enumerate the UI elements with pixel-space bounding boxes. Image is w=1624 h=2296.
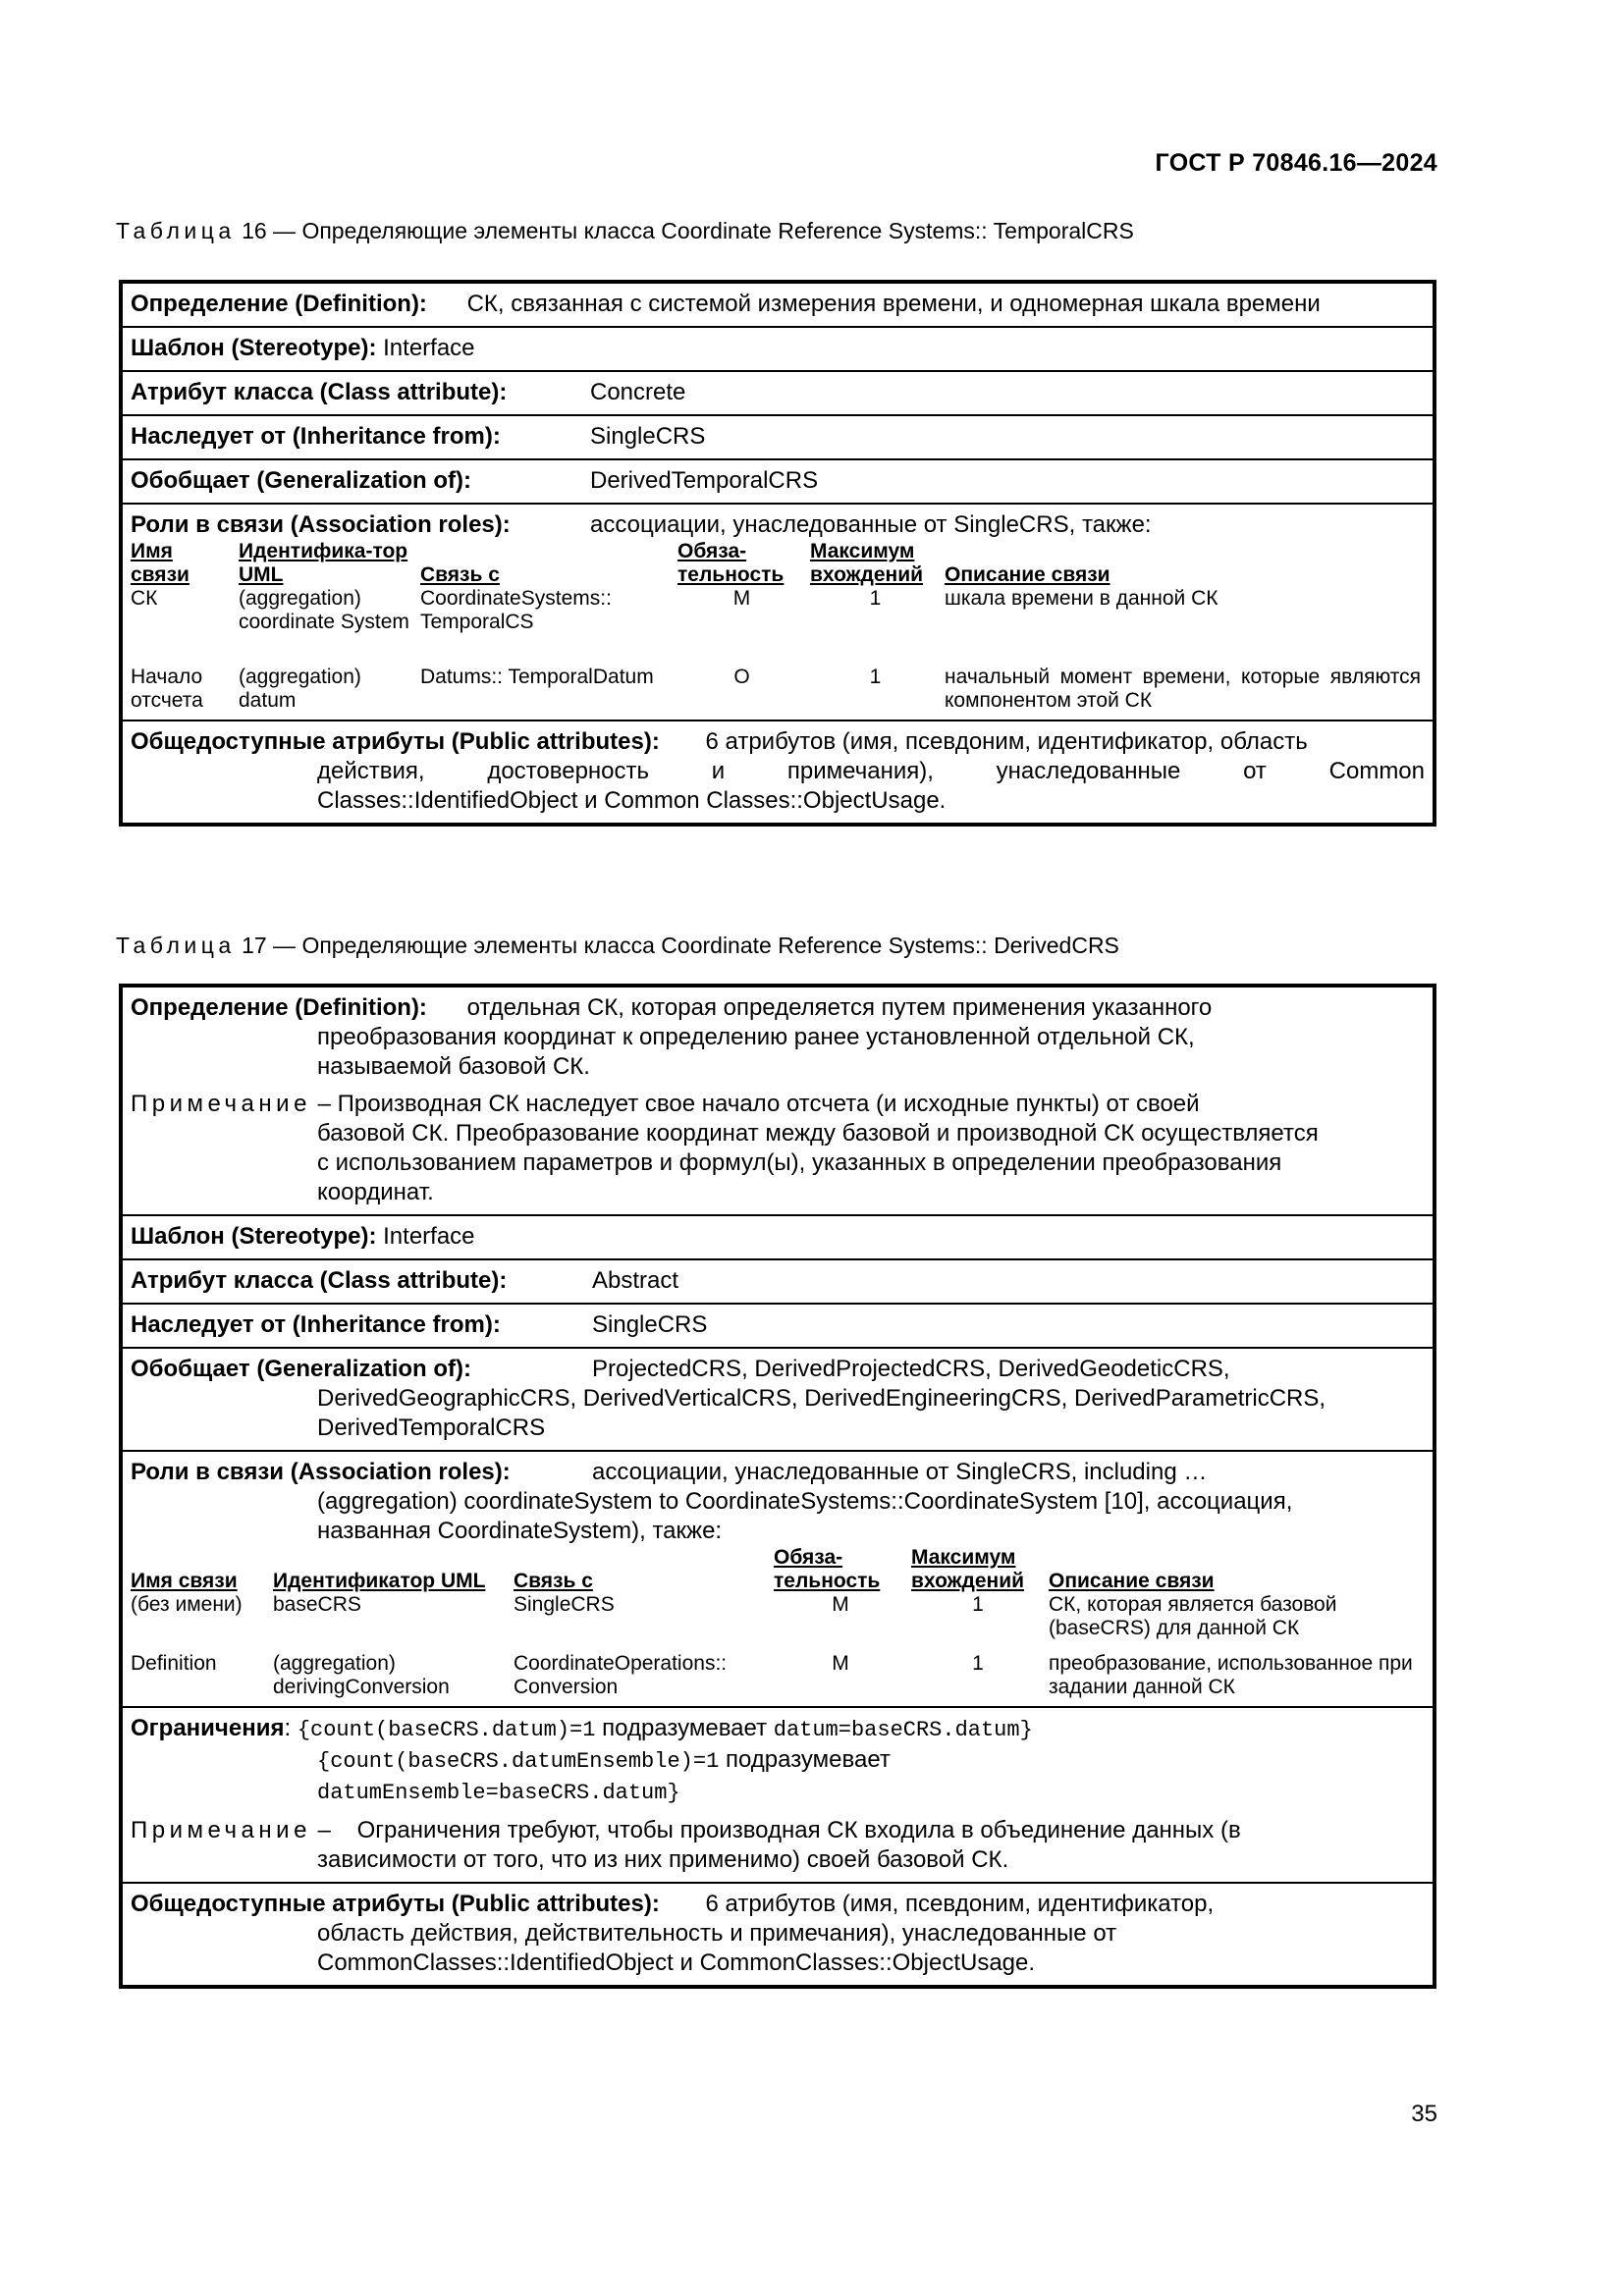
- generalization-value-2: DerivedGeographicCRS, DerivedVerticalCRS, DerivedEngineeringCRS, DerivedParametricCRS,: [317, 1385, 1326, 1412]
- public-attributes-row: [123, 1884, 1433, 1985]
- class-attribute-label: Атрибут класса (Class attribute):: [131, 1267, 508, 1294]
- table-row: [131, 587, 1425, 666]
- caption-prefix: Таблица: [116, 218, 236, 243]
- header-cell: Максимум вхождений: [911, 1546, 1025, 1592]
- table-17: [119, 984, 1436, 1989]
- roles-label: Роли в связи (Association roles):: [131, 511, 511, 538]
- header-cell: Описание связи: [1049, 1570, 1215, 1592]
- cell: СК: [131, 587, 158, 610]
- public-attributes-value-1: 6 атрибутов (имя, псевдоним, идентификатор,: [705, 1891, 1215, 1917]
- header-cell: Связь с: [420, 563, 500, 586]
- roles-label: Роли в связи (Association roles):: [131, 1459, 511, 1485]
- definition-row: [123, 988, 1433, 1216]
- cell: CoordinateOperations:: Conversion: [514, 1652, 728, 1698]
- association-roles-row: [123, 1452, 1433, 1708]
- constraint-2-word: подразумевает: [725, 1746, 891, 1773]
- header-cell: Описание связи: [945, 563, 1110, 586]
- header-cell: Обяза-тельность: [677, 540, 785, 586]
- header-cell: Связь с: [514, 1570, 593, 1592]
- generalization-label: Обобщает (Generalization of):: [131, 1356, 471, 1382]
- cell: Definition: [131, 1652, 217, 1675]
- cell: начальный момент времени, которые являются компонентом этой СК: [945, 666, 1421, 712]
- generalization-value-3: DerivedTemporalCRS: [317, 1415, 546, 1441]
- cell: (без имени): [131, 1593, 243, 1616]
- constraint-1-code-a: {count(baseCRS.datum)=1: [297, 1718, 596, 1742]
- constraint-3-code: datumEnsemble=baseCRS.datum}: [317, 1781, 680, 1805]
- cell: (aggregation) datum: [239, 666, 361, 712]
- inheritance-label: Наследует от (Inheritance from):: [131, 423, 501, 450]
- public-attributes-label: Общедоступные атрибуты (Public attributes):: [131, 728, 660, 755]
- generalization-row: [123, 1349, 1433, 1452]
- constraint-1-word: подразумевает: [602, 1715, 768, 1741]
- cell: O: [733, 666, 750, 688]
- constraint-2-code: {count(baseCRS.datumEnsemble)=1: [317, 1749, 720, 1774]
- inheritance-row: [123, 416, 1433, 460]
- standard-code: ГОСТ Р 70846.16—2024: [1155, 149, 1437, 177]
- inheritance-label: Наследует от (Inheritance from):: [131, 1311, 501, 1338]
- header-cell: Максимум вхождений: [810, 540, 924, 586]
- note-text-1: Ограничения требуют, чтобы производная СК входила в объединение данных (в: [356, 1817, 1241, 1843]
- header-cell: Имя связи: [131, 1570, 238, 1592]
- definition-label: Определение (Definition):: [131, 291, 427, 317]
- generalization-label: Обобщает (Generalization of):: [131, 467, 471, 494]
- roles-intro-3: названная CoordinateSystem), также:: [317, 1518, 723, 1544]
- definition-value-3: называемой базовой СК.: [317, 1053, 590, 1080]
- cell: baseCRS: [273, 1593, 361, 1616]
- cell: 1: [972, 1652, 984, 1675]
- cell: (aggregation) coordinate System: [239, 587, 409, 633]
- roles-header-row: [131, 1546, 1425, 1593]
- definition-row: [123, 284, 1433, 328]
- cell: SingleCRS: [514, 1593, 615, 1616]
- cell: M: [732, 587, 751, 610]
- public-attributes-value-2: область действия, действительность и примечания), унаследованные от: [317, 1920, 1117, 1947]
- roles-intro: ассоциации, унаследованные от SingleCRS, также:: [590, 511, 1152, 538]
- association-roles-row: [123, 505, 1433, 721]
- stereotype-row: [123, 328, 1433, 372]
- cell: 1: [869, 666, 882, 688]
- cell: (aggregation) derivingConversion: [273, 1652, 450, 1698]
- cell: M: [832, 1652, 849, 1675]
- note-text-2: зависимости от того, что из них применимо) своей базовой СК.: [317, 1846, 1009, 1873]
- note-text-4: координат.: [317, 1179, 434, 1205]
- inheritance-value: SingleCRS: [590, 423, 706, 450]
- table-17-caption: [116, 933, 1119, 959]
- cell: шкала времени в данной СК: [945, 587, 1218, 610]
- inheritance-value: SingleCRS: [592, 1311, 708, 1338]
- header-cell: Обяза-тельность: [774, 1546, 881, 1592]
- roles-header-row: [131, 540, 1425, 587]
- table-row: [131, 666, 1425, 713]
- generalization-value-1: ProjectedCRS, DerivedProjectedCRS, DerivedGeodeticCRS,: [592, 1356, 1230, 1382]
- page-number: 35: [1411, 2101, 1437, 2127]
- note-dash: –: [317, 1817, 331, 1843]
- note-label: Примечание: [131, 1817, 311, 1843]
- class-attribute-value: Abstract: [592, 1267, 679, 1294]
- note-text-3: с использованием параметров и формул(ы), указанных в определении преобразования: [317, 1149, 1282, 1176]
- cell: CoordinateSystems:: TemporalCS: [420, 587, 612, 633]
- constraints-label: Ограничения: [131, 1715, 285, 1741]
- public-attributes-value-3: Classes::IdentifiedObject и Common Classes::ObjectUsage.: [317, 787, 947, 814]
- public-attributes-value-1: 6 атрибутов (имя, псевдоним, идентификатор, область: [705, 728, 1308, 755]
- roles-intro-2: (aggregation) coordinateSystem to CoordinateSystems::CoordinateSystem [10], ассоциация,: [317, 1488, 1293, 1515]
- class-attribute-row: [123, 1260, 1433, 1305]
- definition-value: СК, связанная с системой измерения времени, и одномерная шкала времени: [466, 291, 1321, 317]
- note-text-2: базовой СК. Преобразование координат между базовой и производной СК осуществляется: [317, 1120, 1319, 1147]
- roles-table: [131, 540, 1425, 713]
- cell: Datums:: TemporalDatum: [420, 666, 654, 688]
- public-attributes-row: [123, 721, 1433, 823]
- table-row: [131, 1652, 1425, 1699]
- caption-text: 17 — Определяющие элементы класса Coordinate Reference Systems:: DerivedCRS: [242, 933, 1119, 958]
- definition-label: Определение (Definition):: [131, 994, 427, 1021]
- class-attribute-label: Атрибут класса (Class attribute):: [131, 379, 508, 405]
- table-16-caption: [116, 218, 1134, 244]
- public-attributes-label: Общедоступные атрибуты (Public attributes):: [131, 1891, 660, 1917]
- stereotype-value: Interface: [383, 335, 475, 361]
- constraints-colon: :: [284, 1715, 292, 1741]
- public-attributes-value-3: CommonClasses::IdentifiedObject и CommonClasses::ObjectUsage.: [317, 1949, 1036, 1976]
- stereotype-value: Interface: [383, 1223, 475, 1250]
- class-attribute-row: [123, 372, 1433, 416]
- roles-table: [131, 1546, 1425, 1699]
- stereotype-row: [123, 1216, 1433, 1260]
- cell: 1: [972, 1593, 984, 1616]
- note-label: Примечание: [131, 1091, 311, 1117]
- cell: Начало отсчета: [131, 666, 203, 712]
- caption-text: 16 — Определяющие элементы класса Coordinate Reference Systems:: TemporalCRS: [242, 218, 1134, 243]
- inheritance-row: [123, 1305, 1433, 1349]
- header-cell: Имя связи: [131, 540, 189, 586]
- table-16: [119, 280, 1436, 827]
- header-cell: Идентифика-тор UML: [239, 540, 408, 586]
- note-dash: –: [317, 1091, 331, 1117]
- class-attribute-value: Concrete: [590, 379, 686, 405]
- constraints-row: [123, 1708, 1433, 1884]
- header-cell: Идентификатор UML: [273, 1570, 486, 1592]
- constraint-1-code-b: datum=baseCRS.datum}: [773, 1718, 1033, 1742]
- note-text-1: Производная СК наследует свое начало отсчета (и исходные пункты) от своей: [337, 1091, 1200, 1117]
- stereotype-label: Шаблон (Stereotype):: [131, 335, 377, 361]
- caption-prefix: Таблица: [116, 933, 236, 958]
- roles-intro-1: ассоциации, унаследованные от SingleCRS, including …: [592, 1459, 1208, 1485]
- generalization-row: [123, 460, 1433, 505]
- table-row: [131, 1593, 1425, 1652]
- cell: 1: [869, 587, 882, 610]
- stereotype-label: Шаблон (Stereotype):: [131, 1223, 377, 1250]
- definition-value-1: отдельная СК, которая определяется путем применения указанного: [466, 994, 1213, 1021]
- cell: СК, которая является базовой (baseCRS) для данной СК: [1049, 1593, 1337, 1639]
- cell: M: [832, 1593, 849, 1616]
- definition-value-2: преобразования координат к определению ранее установленной отдельной СК,: [317, 1024, 1195, 1050]
- cell: преобразование, использованное при задании данной СК: [1049, 1652, 1413, 1698]
- generalization-value: DerivedTemporalCRS: [590, 467, 819, 494]
- public-attributes-value-2: действия, достоверность и примечания), унаследованные от Common: [317, 758, 1425, 784]
